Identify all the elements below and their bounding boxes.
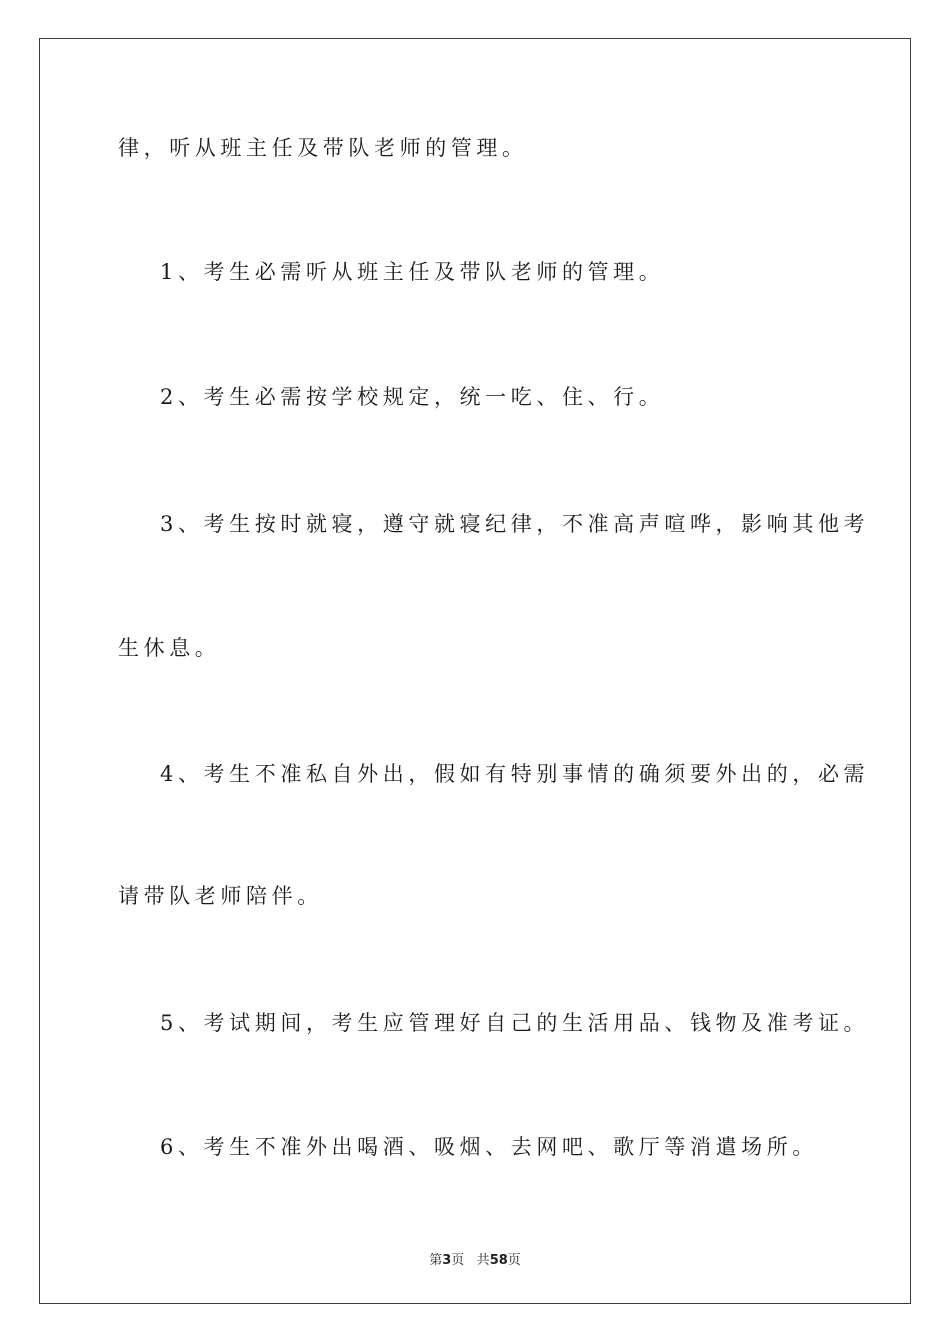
paragraph-line: 4、考生不准私自外出，假如有特别事情的确须要外出的，必需 — [160, 762, 870, 786]
footer-page-unit: 页 — [451, 1253, 465, 1268]
page-frame — [39, 38, 911, 1304]
footer-total-unit: 页 — [507, 1253, 521, 1268]
paragraph-line: 6、考生不准外出喝酒、吸烟、去网吧、歌厅等消遣场所。 — [160, 1135, 818, 1159]
paragraph-line: 5、考试期间，考生应管理好自己的生活用品、钱物及准考证。 — [160, 1011, 870, 1035]
paragraph-line: 律，听从班主任及带队老师的管理。 — [118, 136, 528, 160]
paragraph-line: 请带队老师陪伴。 — [118, 884, 323, 908]
total-page-count: 58 — [489, 1253, 508, 1268]
paragraph-line: 生休息。 — [118, 636, 221, 660]
paragraph-line: 2、考生必需按学校规定，统一吃、住、行。 — [160, 385, 665, 409]
footer-prefix: 第 — [429, 1253, 443, 1268]
current-page-number: 3 — [442, 1253, 452, 1268]
paragraph-line: 1、考生必需听从班主任及带队老师的管理。 — [160, 260, 665, 284]
paragraph-line: 3、考生按时就寝，遵守就寝纪律，不准高声喧哗，影响其他考 — [160, 512, 870, 536]
footer-total-prefix: 共 — [476, 1253, 490, 1268]
page-footer — [0, 1249, 950, 1268]
